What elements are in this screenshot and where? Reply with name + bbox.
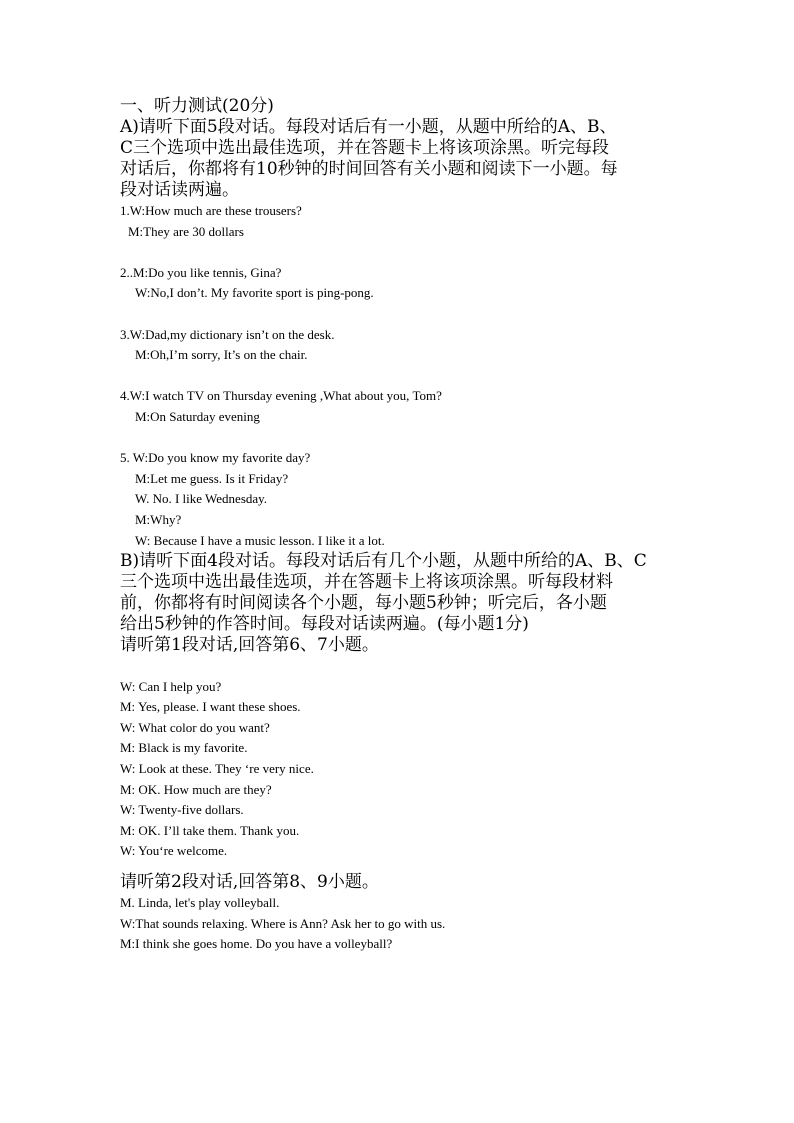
conversation-1-line: W: You‘re welcome. [120,843,228,859]
conversation-1-line: W: What color do you want? [120,719,270,735]
conversation-1-line: M: OK. I’ll take them. Thank you. [120,822,300,838]
dialogue-3-line-1: 3.W:Dad,my dictionary isn’t on the desk. [120,326,335,342]
part-a-instruction-line: A)请听下面5段对话。每段对话后有一小题，从题中所给的A、B、 [120,117,617,137]
conversation-1-line: M: OK. How much are they? [120,781,272,797]
conversation-1-line: W: Look at these. They ‘re very nice. [120,761,314,777]
part-b-instruction-line: 三个选项中选出最佳选项，并在答题卡上将该项涂黑。听每段材料 [120,572,613,593]
dialogue-5-line-3: W. No. I like Wednesday. [135,491,268,507]
conversation-1-line: M: Yes, please. I want these shoes. [120,699,301,715]
dialogue-2-line-1: 2..M:Do you like tennis, Gina? [120,264,282,280]
dialogue-5-line-2: M:Let me guess. Is it Friday? [135,470,289,486]
conversation-2-line: W:That sounds relaxing. Where is Ann? Ask her to go with us. [120,915,446,931]
dialogue-1-line-1: 1.W:How much are these trousers? [120,203,302,218]
conversation-1-line: W: Twenty-five dollars. [120,802,244,818]
part-b-instruction-line: B)请听下面4段对话。每段对话后有几个小题，从题中所给的A、B、C [120,551,647,572]
exam-page [120,96,720,955]
dialogue-2-line-2: W:No,I don’t. My favorite sport is ping-pong. [135,285,374,301]
conversation-2-line: M:I think she goes home. Do you have a volleyball? [120,936,393,952]
section-title: 一、听力测试(20分) [120,96,274,116]
conversation-1-line: M: Black is my favorite. [120,740,248,756]
dialogue-5-line-4: M:Why? [135,511,182,527]
dialogue-3-line-2: M:Oh,I’m sorry, It’s on the chair. [135,347,308,363]
conversation-1-line: W: Can I help you? [120,678,222,694]
dialogue-1-line-2: M:They are 30 dollars [128,223,244,239]
conversation-2-line: M. Linda, let's play volleyball. [120,895,280,911]
dialogue-4-line-2: M:On Saturday evening [135,408,260,424]
dialogue-5-line-1: 5. W:Do you know my favorite day? [120,450,311,466]
part-a-instruction-line: 段对话读两遍。 [120,180,239,200]
dialogue-4-line-1: 4.W:I watch TV on Thursday evening ,What about you, Tom? [120,388,442,404]
section-1-heading: 请听第1段对话,回答第6、7小题。 [120,635,379,656]
part-a-instruction-line: 对话后，你都将有10秒钟的时间回答有关小题和阅读下一小题。每 [120,159,618,179]
section-2-heading: 请听第2段对话,回答第8、9小题。 [120,872,379,893]
part-b-instruction-line: 前，你都将有时间阅读各个小题，每小题5秒钟；听完后，各小题 [120,593,607,614]
part-a-instruction-line: C三个选项中选出最佳选项，并在答题卡上将该项涂黑。听完每段 [120,138,610,158]
dialogue-5-line-5: W: Because I have a music lesson. I like it a lot. [135,532,385,548]
part-b-instruction-line: 给出5秒钟的作答时间。每段对话读两遍。(每小题1分) [120,614,529,635]
